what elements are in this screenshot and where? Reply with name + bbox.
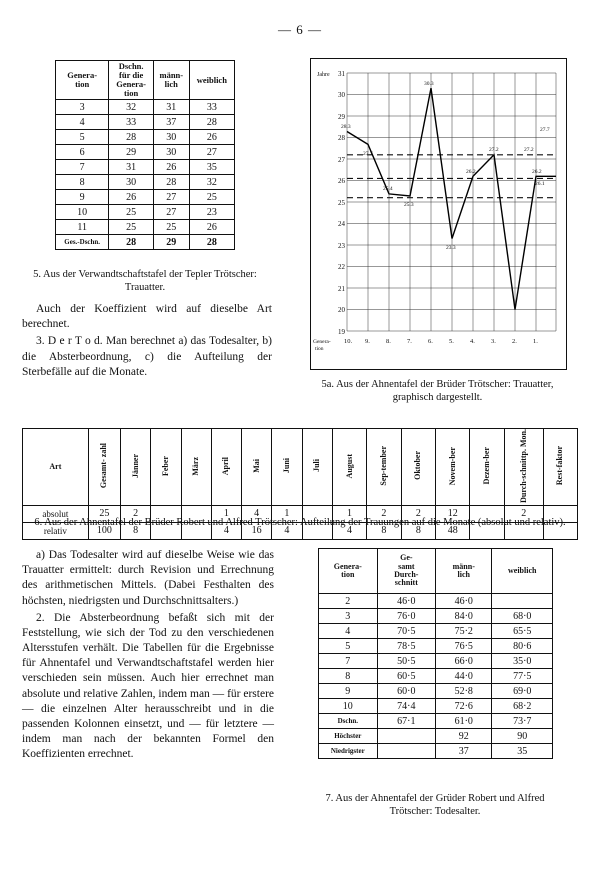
cell-generation: 4 [56,115,109,130]
cell-average: 60·5 [377,669,435,684]
svg-text:21: 21 [338,285,345,293]
table-summary-row [319,714,553,729]
header-september: Sep-tember [367,429,401,506]
table-row [56,205,235,220]
cell-average: 46·0 [377,594,435,609]
cell-september: 2 [367,505,401,522]
svg-text:28.3: 28.3 [341,124,351,130]
svg-text:29: 29 [338,113,345,121]
cell-april: 4 [211,522,241,539]
svg-text:tion: tion [315,346,324,352]
cell-female: 27 [189,145,234,160]
caption-table-5: 5. Aus der Verwandtschaftstafel der Tepler Trötscher: Trauatter. [33,269,257,294]
cell-average: 25 [109,220,154,235]
cell-generation: 10 [56,205,109,220]
cell-female: 35 [189,160,234,175]
svg-text:26: 26 [338,177,345,185]
cell-average: 76·0 [377,609,435,624]
cell-female: 65·5 [492,624,553,639]
header-female: weiblich [189,61,234,100]
table-row [319,684,553,699]
paragraph: 3. D e r T o d. Man berechnet a) das Todesalter, b) die Absterbeordnung, c) die Aufteilung der Sterbefälle auf die Monate. [22,335,272,378]
cell-total: 100 [88,522,120,539]
svg-text:23: 23 [338,242,345,250]
cell-average [377,744,435,759]
table-row [56,220,235,235]
cell-average: 70·5 [377,624,435,639]
svg-text:20: 20 [338,306,345,314]
cell-generation: 3 [319,609,378,624]
cell-male: 30 [153,130,189,145]
cell-female: 35 [492,744,553,759]
header-monthly-average: Durch-schnittp. Mon. [504,429,543,506]
cell-male: 72·6 [436,699,492,714]
cell-male: 75·2 [436,624,492,639]
cell-average: 30 [109,175,154,190]
cell-female: 68·0 [492,609,553,624]
svg-text:Jahre: Jahre [317,72,330,78]
chart-marriage-age-graph [310,58,567,370]
cell-summary-label: Dschn. [319,714,378,729]
cell-row-label: absolut [23,505,89,522]
svg-text:3.: 3. [491,338,496,345]
svg-text:27.2: 27.2 [489,147,499,153]
cell-september: 8 [367,522,401,539]
cell-monthly-average: 2 [504,505,543,522]
caption-table-6: 6. Aus der Ahnentafel der Brüder Robert und Alfred Trötscher: Aufteilung der Trauungen auf die Monate (absolut und relativ). [34,517,566,528]
cell-total-label: Ges.-Dschn. [56,235,109,250]
svg-text:19: 19 [338,328,345,336]
table-header-row [23,429,578,506]
cell-generation: 3 [56,100,109,115]
text-block-upper [22,302,272,382]
cell-may: 16 [242,522,272,539]
cell-female: 68·2 [492,699,553,714]
caption-chart-5a: 5a. Aus der Ahnentafel der Brüder Trötscher: Trauatter, graphisch dargestellt. [321,379,554,404]
cell-male: 25 [153,220,189,235]
cell-generation: 7 [319,654,378,669]
cell-male: 28 [153,175,189,190]
svg-text:27.7: 27.7 [363,151,373,157]
table-row [56,175,235,190]
table-death-age [318,548,553,759]
table-row [319,639,553,654]
cell-august: 1 [332,505,366,522]
cell-total-male: 29 [153,235,189,250]
cell-female: 26 [189,130,234,145]
header-august: August [332,429,366,506]
svg-text:2.: 2. [512,338,517,345]
svg-text:25.3: 25.3 [404,202,414,208]
cell-average: 31 [109,160,154,175]
header-male: männ- lich [153,61,189,100]
data-series-line [347,88,556,309]
svg-text:6.: 6. [428,338,433,345]
cell-female [492,594,553,609]
cell-generation: 9 [56,190,109,205]
cell-male: 30 [153,145,189,160]
cell-male: 31 [153,100,189,115]
reference-lines [347,155,556,198]
header-overall-average: Ge- samt Durch- schnitt [377,549,435,594]
cell-average: 67·1 [377,714,435,729]
cell-male: 27 [153,205,189,220]
svg-text:27: 27 [338,156,345,164]
svg-text:25: 25 [338,199,345,207]
table-row [319,699,553,714]
cell-total: 25 [88,505,120,522]
paragraph: a) Das Todesalter wird auf dieselbe Weise wie das Trauatter ermittelt: durch Revision und Errechnung des arithmetischen Mittels. (Dabei Festhalten des höchsten, niedrigsten und Durchschnittsalters.) [22,549,274,607]
table-row [56,190,235,205]
cell-female: 26 [189,220,234,235]
cell-female: 28 [189,115,234,130]
cell-male: 66·0 [436,654,492,669]
cell-june: 1 [272,505,302,522]
paragraph: 2. Die Absterbeordnung befaßt sich mit der Feststellung, wie sich der Tod zu den verschiedenen Altersstufen verhält. Die Tabellen für die Ergebnisse für Ahnentafel und Verwandtschaftstafel werden hier verschieden sein müssen. Auch hier errechnet man absolute und relative Zahlen, indem man — für erstere — die einzelnen Alter herausschreibt und in die passenden Kolonnen einsetzt, und — für letztere — indem man nach der bekannten Formel den Koeffizienten errechnet. [22,611,274,761]
table-header-row [56,61,235,100]
table-row [56,130,235,145]
cell-female: 32 [189,175,234,190]
cell-female: 80·6 [492,639,553,654]
cell-male: 44·0 [436,669,492,684]
cell-generation: 9 [319,684,378,699]
table-row [319,609,553,624]
table-row [56,145,235,160]
cell-generation: 7 [56,160,109,175]
cell-generation: 8 [56,175,109,190]
svg-text:9.: 9. [365,338,370,345]
table-row [319,654,553,669]
cell-average: 26 [109,190,154,205]
table-total-row [56,235,235,250]
cell-october: 2 [401,505,435,522]
data-point-labels [341,81,550,251]
cell-male: 52·8 [436,684,492,699]
table-row [319,669,553,684]
table-row [56,160,235,175]
svg-text:4.: 4. [470,338,475,345]
header-may: Mai [242,429,272,506]
cell-may: 4 [242,505,272,522]
cell-female: 35·0 [492,654,553,669]
cell-male: 37 [436,744,492,759]
cell-average: 78·5 [377,639,435,654]
cell-november: 48 [436,522,470,539]
cell-male: 26 [153,160,189,175]
cell-female: 90 [492,729,553,744]
x-axis-ticks [313,338,538,352]
cell-average: 25 [109,205,154,220]
text-block-lower [22,548,274,764]
cell-june: 4 [272,522,302,539]
cell-generation: 4 [319,624,378,639]
header-art: Art [23,429,89,506]
cell-generation: 2 [319,594,378,609]
header-july: Juli [302,429,332,506]
page-number: — 6 — [278,22,322,37]
svg-text:10.: 10. [344,338,353,345]
table-row [319,594,553,609]
svg-text:31: 31 [338,70,345,78]
svg-text:1.: 1. [533,338,538,345]
header-october: Oktober [401,429,435,506]
cell-male: 61·0 [436,714,492,729]
cell-female: 73·7 [492,714,553,729]
svg-text:30.3: 30.3 [424,81,434,87]
header-march: März [181,429,211,506]
cell-male: 84·0 [436,609,492,624]
svg-text:24: 24 [338,220,345,228]
table-generation-marriage-age [55,60,235,250]
svg-text:26.2: 26.2 [466,169,476,175]
cell-male: 92 [436,729,492,744]
svg-text:5.: 5. [449,338,454,345]
cell-average: 74·4 [377,699,435,714]
svg-text:22: 22 [338,263,345,271]
cell-female: 33 [189,100,234,115]
cell-female: 23 [189,205,234,220]
caption-table-7: 7. Aus der Ahnentafel der Grüder Robert und Alfred Trötscher: Todesalter. [325,793,545,818]
cell-generation: 8 [319,669,378,684]
svg-text:28: 28 [338,134,345,142]
header-rest-factor: Rest-faktor [543,429,578,506]
header-average: Dschn. für die Genera- tion [109,61,154,100]
cell-summary-label: Höchster [319,729,378,744]
cell-january: 2 [121,505,151,522]
cell-total-average: 28 [109,235,154,250]
cell-generation: 10 [319,699,378,714]
table-row [56,100,235,115]
cell-male: 27 [153,190,189,205]
paragraph: Auch der Koeffizient wird auf dieselbe Art berechnet. [22,303,272,331]
svg-text:8.: 8. [386,338,391,345]
cell-male: 37 [153,115,189,130]
cell-generation: 6 [56,145,109,160]
cell-average [377,729,435,744]
header-january: Jänner [121,429,151,506]
cell-average: 33 [109,115,154,130]
cell-row-label: relativ [23,522,89,539]
cell-october: 8 [401,522,435,539]
cell-average: 28 [109,130,154,145]
svg-text:27.2: 27.2 [524,147,534,153]
header-male: männ- lich [436,549,492,594]
cell-average: 32 [109,100,154,115]
svg-text:Genera-: Genera- [313,339,331,345]
header-april: April [211,429,241,506]
cell-total-female: 28 [189,235,234,250]
svg-text:30: 30 [338,91,345,99]
cell-female: 25 [189,190,234,205]
chart-svg [311,59,564,367]
svg-text:26.2: 26.2 [532,169,542,175]
cell-female: 77·5 [492,669,553,684]
cell-average: 50·5 [377,654,435,669]
header-december: Dezem-ber [470,429,504,506]
svg-text:26.1: 26.1 [535,181,545,187]
svg-text:23.3: 23.3 [446,245,456,251]
header-february: Feber [151,429,181,506]
cell-male: 76·5 [436,639,492,654]
header-generation: Genera- tion [319,549,378,594]
table-row [319,624,553,639]
cell-november: 12 [436,505,470,522]
svg-text:7.: 7. [407,338,412,345]
cell-male: 46·0 [436,594,492,609]
cell-generation: 11 [56,220,109,235]
y-axis-ticks [317,70,346,336]
table-summary-row [319,744,553,759]
header-female: weiblich [492,549,553,594]
cell-average: 29 [109,145,154,160]
cell-january: 8 [121,522,151,539]
cell-april: 1 [211,505,241,522]
header-november: Novem-ber [436,429,470,506]
table-summary-row [319,729,553,744]
header-total: Gesamt- zahl [88,429,120,506]
table-row [56,115,235,130]
header-generation: Genera- tion [56,61,109,100]
cell-generation: 5 [319,639,378,654]
cell-average: 60·0 [377,684,435,699]
header-june: Juni [272,429,302,506]
cell-summary-label: Niedrigster [319,744,378,759]
svg-text:27.7: 27.7 [540,127,550,133]
cell-generation: 5 [56,130,109,145]
table-header-row [319,549,553,594]
cell-female: 69·0 [492,684,553,699]
cell-august: 4 [332,522,366,539]
svg-text:25.4: 25.4 [383,186,393,192]
